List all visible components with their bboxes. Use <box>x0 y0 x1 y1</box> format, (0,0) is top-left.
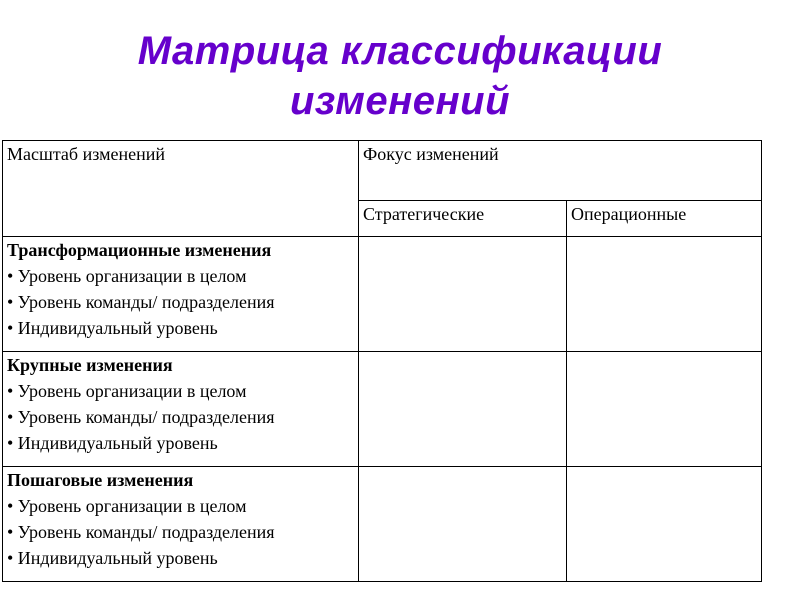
slide-title <box>0 26 800 126</box>
slide-title-line-2: изменений <box>289 79 511 123</box>
level-item: • Уровень команды/ подразделения <box>7 522 275 542</box>
classification-matrix-table <box>2 140 762 582</box>
scale-cell <box>3 237 359 352</box>
header-row <box>3 141 762 201</box>
level-item: • Индивидуальный уровень <box>7 318 218 338</box>
scale-header-label: Масштаб изменений <box>7 144 165 164</box>
change-type-title: Пошаговые изменения <box>7 470 194 490</box>
operational-cell <box>567 237 762 352</box>
strategic-header-label: Стратегические <box>363 204 485 224</box>
focus-header-label: Фокус изменений <box>363 144 499 164</box>
operational-cell <box>567 352 762 467</box>
change-type-title: Трансформационные изменения <box>7 240 272 260</box>
operational-header-label: Операционные <box>571 204 687 224</box>
operational-cell <box>567 467 762 582</box>
strategic-cell <box>359 352 567 467</box>
focus-header-cell <box>359 141 762 201</box>
strategic-cell <box>359 237 567 352</box>
operational-header-cell <box>567 201 762 237</box>
level-item: • Уровень команды/ подразделения <box>7 407 275 427</box>
table-row <box>3 467 762 582</box>
level-item: • Уровень организации в целом <box>7 266 247 286</box>
level-item: • Индивидуальный уровень <box>7 433 218 453</box>
level-item: • Индивидуальный уровень <box>7 548 218 568</box>
strategic-header-cell <box>359 201 567 237</box>
scale-cell <box>3 352 359 467</box>
strategic-cell <box>359 467 567 582</box>
change-type-title: Крупные изменения <box>7 355 173 375</box>
table-row <box>3 237 762 352</box>
scale-header-cell <box>3 141 359 237</box>
level-item: • Уровень организации в целом <box>7 381 247 401</box>
scale-cell <box>3 467 359 582</box>
slide-title-line-1: Матрица классификации <box>137 29 663 73</box>
level-item: • Уровень организации в целом <box>7 496 247 516</box>
level-item: • Уровень команды/ подразделения <box>7 292 275 312</box>
table-row <box>3 352 762 467</box>
